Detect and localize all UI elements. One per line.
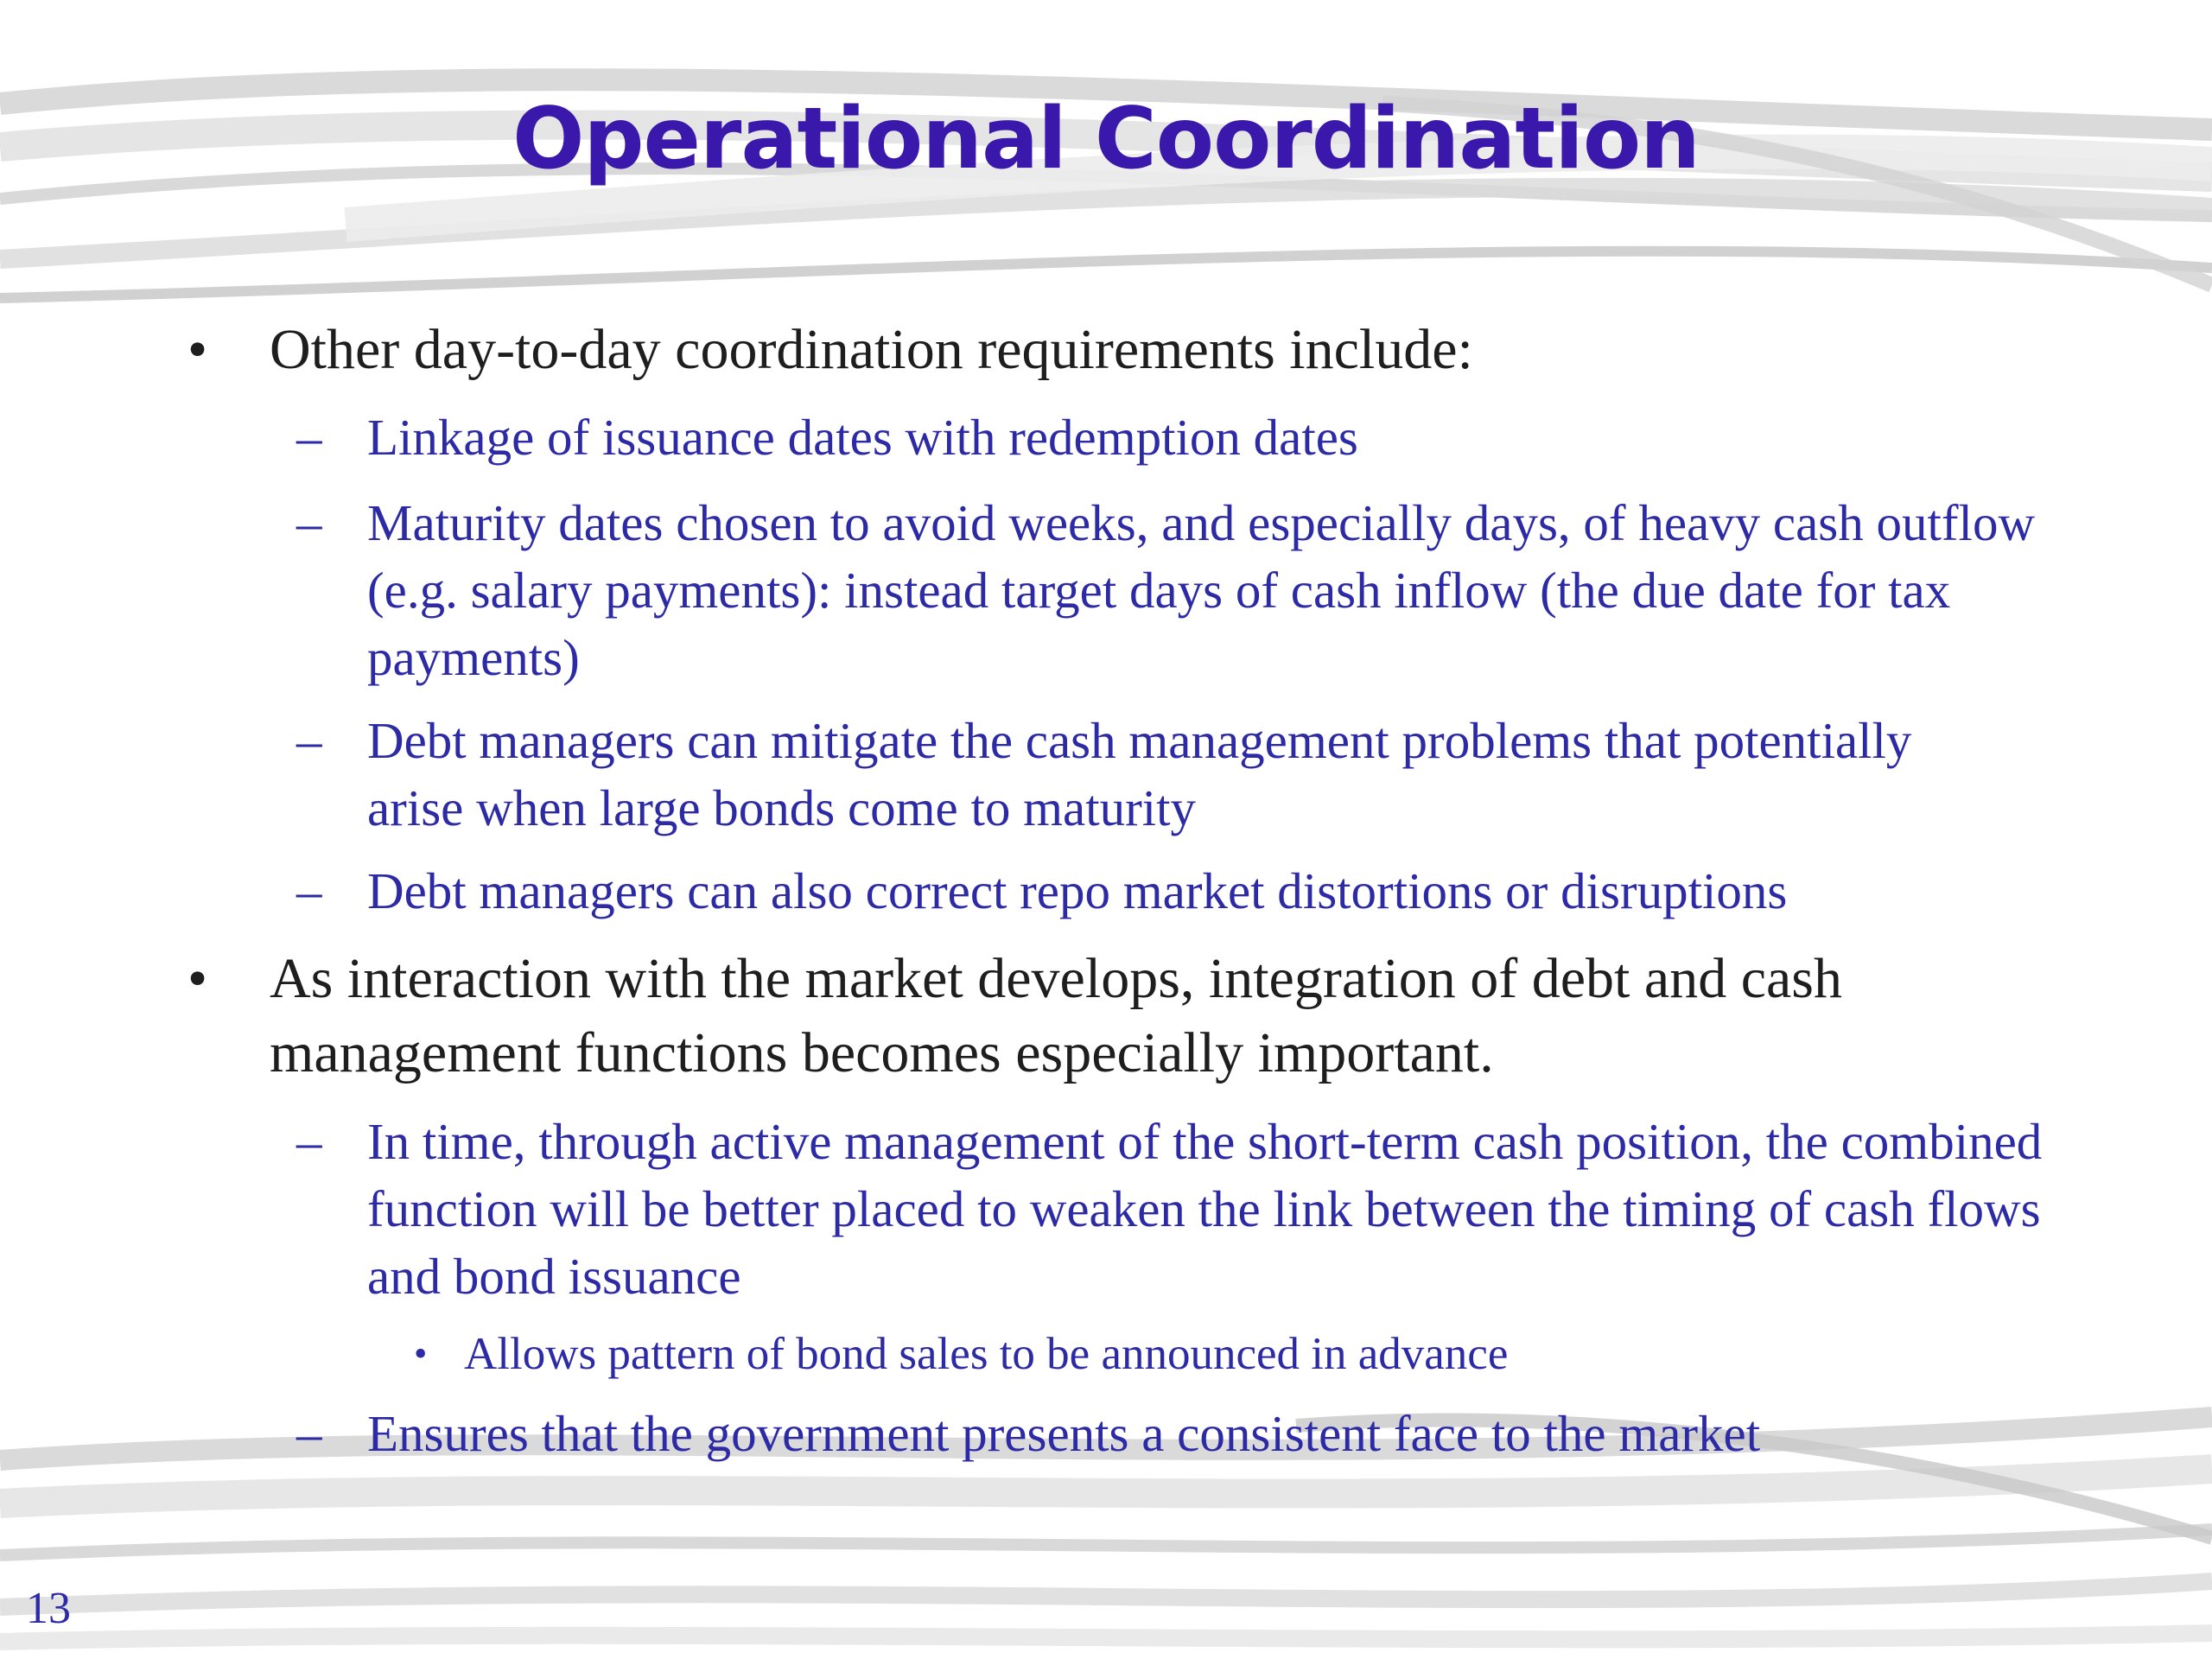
sub-bullet-item bbox=[296, 857, 2182, 925]
sub-bullet-item bbox=[296, 404, 2095, 471]
bullet-marker: • bbox=[414, 1332, 428, 1375]
sub-sub-bullet-item bbox=[414, 1324, 2019, 1384]
bullet-item bbox=[188, 942, 1998, 1090]
bullet-marker: • bbox=[188, 318, 208, 381]
sub-sub-bullet-text: Allows pattern of bond sales to be announced in advance bbox=[464, 1329, 1509, 1379]
sub-bullet-text: Linkage of issuance dates with redemption dates bbox=[367, 409, 1358, 466]
page-number: 13 bbox=[26, 1584, 71, 1633]
sub-bullet-text: Ensures that the government presents a consistent face to the market bbox=[367, 1405, 1761, 1462]
dash-marker: – bbox=[296, 862, 322, 919]
bullet-marker: • bbox=[188, 947, 208, 1010]
dash-marker: – bbox=[296, 494, 322, 551]
sub-bullet-item bbox=[296, 707, 2009, 842]
sub-bullet-item bbox=[296, 1108, 2061, 1310]
sub-bullet-text: Debt managers can also correct repo market distortions or disruptions bbox=[367, 862, 1788, 919]
bullet-text: As interaction with the market develops, integration of debt and cash management functions becomes especially important. bbox=[270, 947, 1842, 1084]
bullet-item bbox=[188, 313, 2024, 387]
dash-marker: – bbox=[296, 1113, 322, 1170]
sub-bullet-text: Maturity dates chosen to avoid weeks, and especially days, of heavy cash outflow (e.g. salary payments): instead target days of cash inflow (the due date for tax payments) bbox=[367, 494, 2036, 686]
sub-bullet-item bbox=[296, 489, 2087, 691]
sub-bullet-text: Debt managers can mitigate the cash management problems that potentially arise when large bonds come to maturity bbox=[367, 712, 1912, 836]
slide-title: Operational Coordination bbox=[512, 90, 1700, 188]
dash-marker: – bbox=[296, 1405, 322, 1462]
dash-marker: – bbox=[296, 409, 322, 466]
sub-bullet-text: In time, through active management of the short-term cash position, the combined function will be better placed to weaken the link between the timing of cash flows and bond issuance bbox=[367, 1113, 2043, 1305]
dash-marker: – bbox=[296, 712, 322, 769]
sub-bullet-item bbox=[296, 1400, 2182, 1467]
bullet-text: Other day-to-day coordination requirements include: bbox=[270, 318, 1473, 381]
